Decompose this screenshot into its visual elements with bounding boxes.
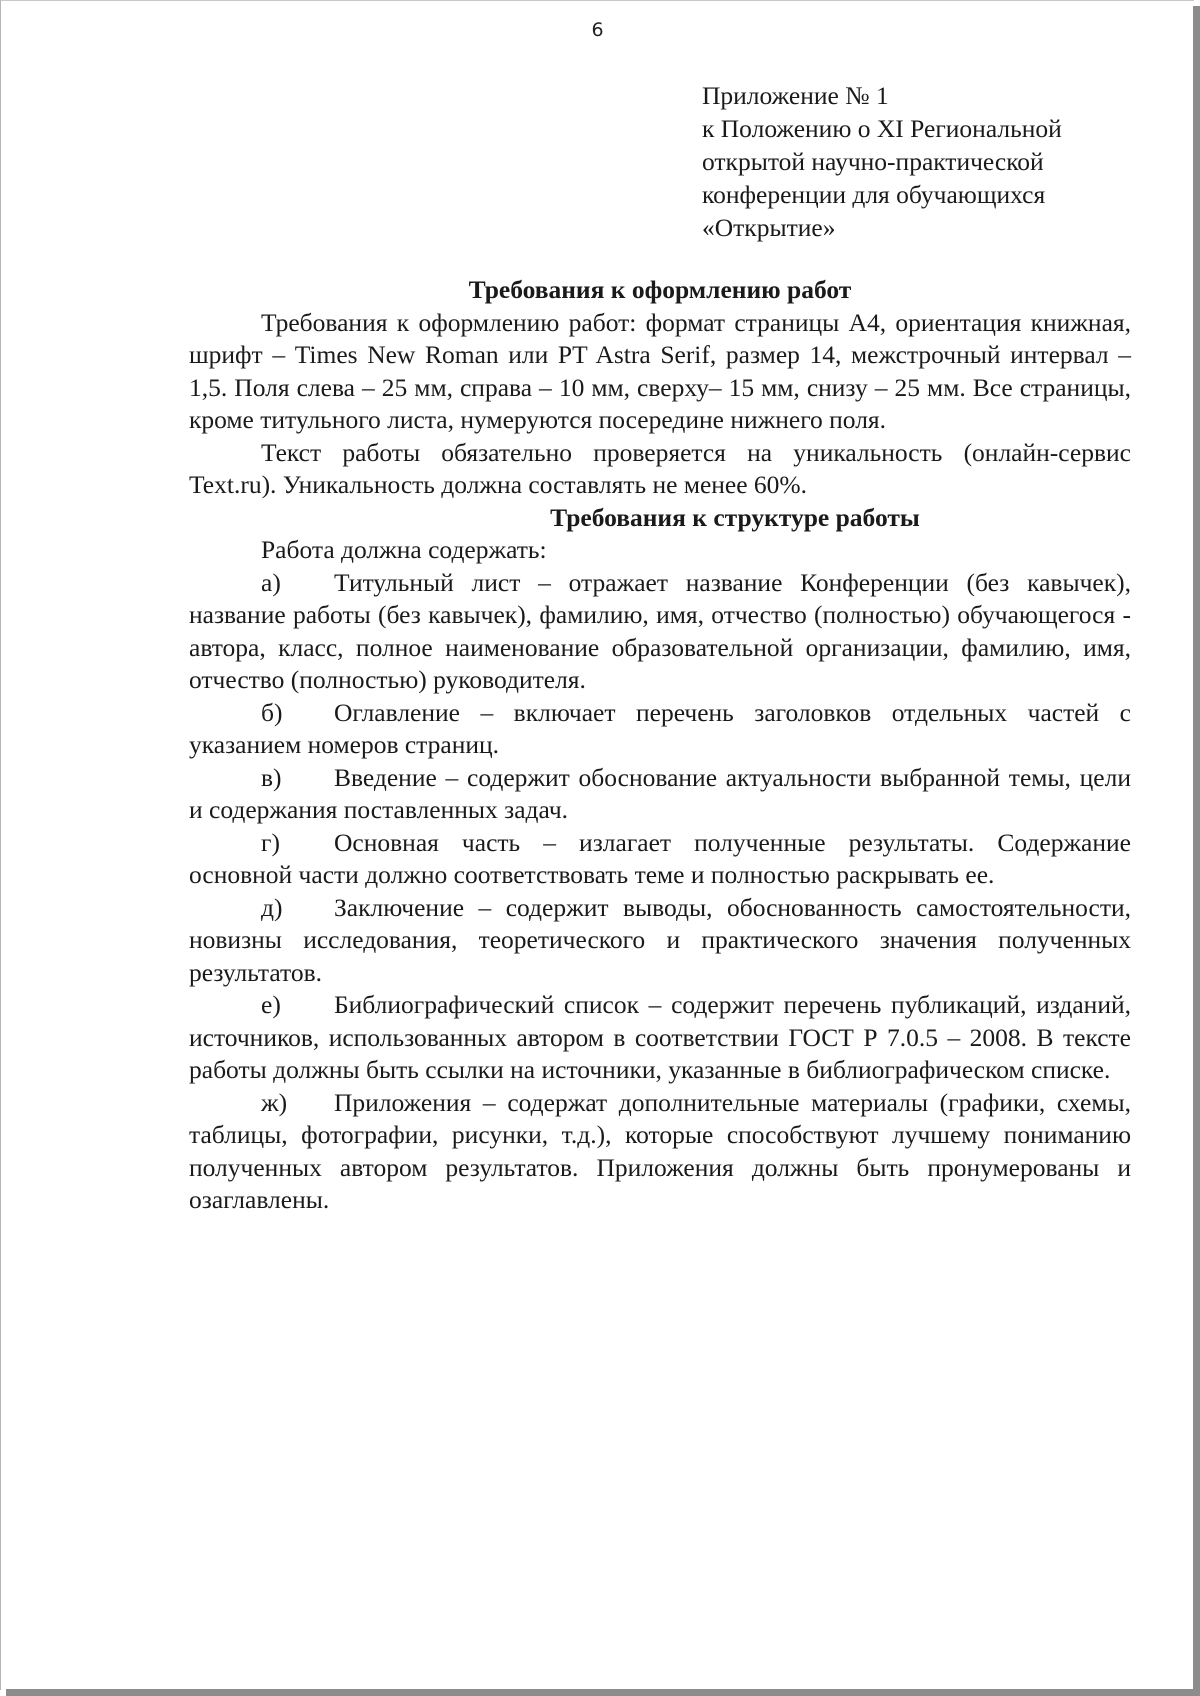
list-marker: ж): [261, 1087, 288, 1117]
formatting-paragraph: Требования к оформлению работ: формат страницы А4, ориентация книжная, шрифт – Times New Roman или PT Astra Serif, размер 14, межстрочный интервал – 1,5. Поля слева – 25 мм, справа – 10 мм, сверху– 15 мм, снизу – 25 мм. Все страницы, кроме титульного листа, нумеруются посередине нижнего поля.: [189, 307, 1131, 434]
structure-intro: Работа должна содержать:: [261, 535, 547, 564]
list-item: [189, 989, 1131, 1087]
page-shadow-bottom: [6, 1689, 1200, 1696]
list-item: [189, 697, 1131, 762]
list-marker: д): [261, 892, 283, 922]
appendix-header-line: конференции для обучающихся: [702, 180, 1046, 209]
section-title-structure: Требования к структуре работы: [550, 502, 920, 532]
list-item: [189, 892, 1131, 990]
appendix-header-line: к Положению о XI Региональной: [702, 114, 1062, 143]
document-body: [189, 274, 1131, 1217]
page-shadow-right: [1193, 6, 1200, 1696]
list-marker: б): [261, 697, 283, 727]
appendix-header-line: Приложение № 1: [702, 81, 889, 110]
list-item-text: Основная часть – излагает полученные результаты. Содержание основной части должно соответствовать теме и полностью раскрывать ее.: [189, 827, 1131, 889]
appendix-header: [702, 79, 1172, 244]
list-marker: г): [261, 827, 280, 857]
list-item-text: Титульный лист – отражает название Конференции (без кавычек), название работы (без кавычек), фамилию, имя, отчество (полностью) обучающегося - автора, класс, полное наименование образовательной организации, фамилию, имя, отчество (полностью) руководителя.: [189, 567, 1131, 694]
list-item: [189, 1087, 1131, 1217]
list-item-text: Введение – содержит обоснование актуальности выбранной темы, цели и содержания поставленных задач.: [189, 762, 1131, 824]
list-marker: в): [261, 762, 282, 792]
section-title-formatting: Требования к оформлению работ: [468, 275, 852, 304]
appendix-header-line: открытой научно-практической: [702, 147, 1044, 176]
list-item-text: Библиографический список – содержит перечень публикаций, изданий, источников, использованных автором в соответствии ГОСТ Р 7.0.5 – 2008. В тексте работы должны быть ссылки на источники, указанные в библиографическом списке.: [189, 990, 1131, 1084]
list-marker: е): [261, 990, 281, 1019]
list-item-text: Заключение – содержит выводы, обоснованность самостоятельности, новизны исследования, теоретического и практического значения полученных результатов.: [189, 892, 1131, 987]
list-item-text: Оглавление – включает перечень заголовков отдельных частей с указанием номеров страниц.: [189, 697, 1131, 759]
list-marker: а): [261, 567, 281, 597]
appendix-header-line: «Открытие»: [702, 213, 836, 242]
list-item-text: Приложения – содержат дополнительные материалы (графики, схемы, таблицы, фотографии, рисунки, т.д.), которые способствуют лучшему пониманию полученных автором результатов. Приложения должны быть пронумерованы и озаглавлены.: [189, 1087, 1131, 1214]
list-item: [189, 762, 1131, 827]
uniqueness-paragraph: Текст работы обязательно проверяется на уникальность (онлайн-сервис Text.ru). Уникальность должна составлять не менее 60%.: [189, 437, 1131, 499]
page-number: 6: [591, 19, 604, 41]
list-item: [189, 567, 1131, 697]
list-item: [189, 827, 1131, 892]
